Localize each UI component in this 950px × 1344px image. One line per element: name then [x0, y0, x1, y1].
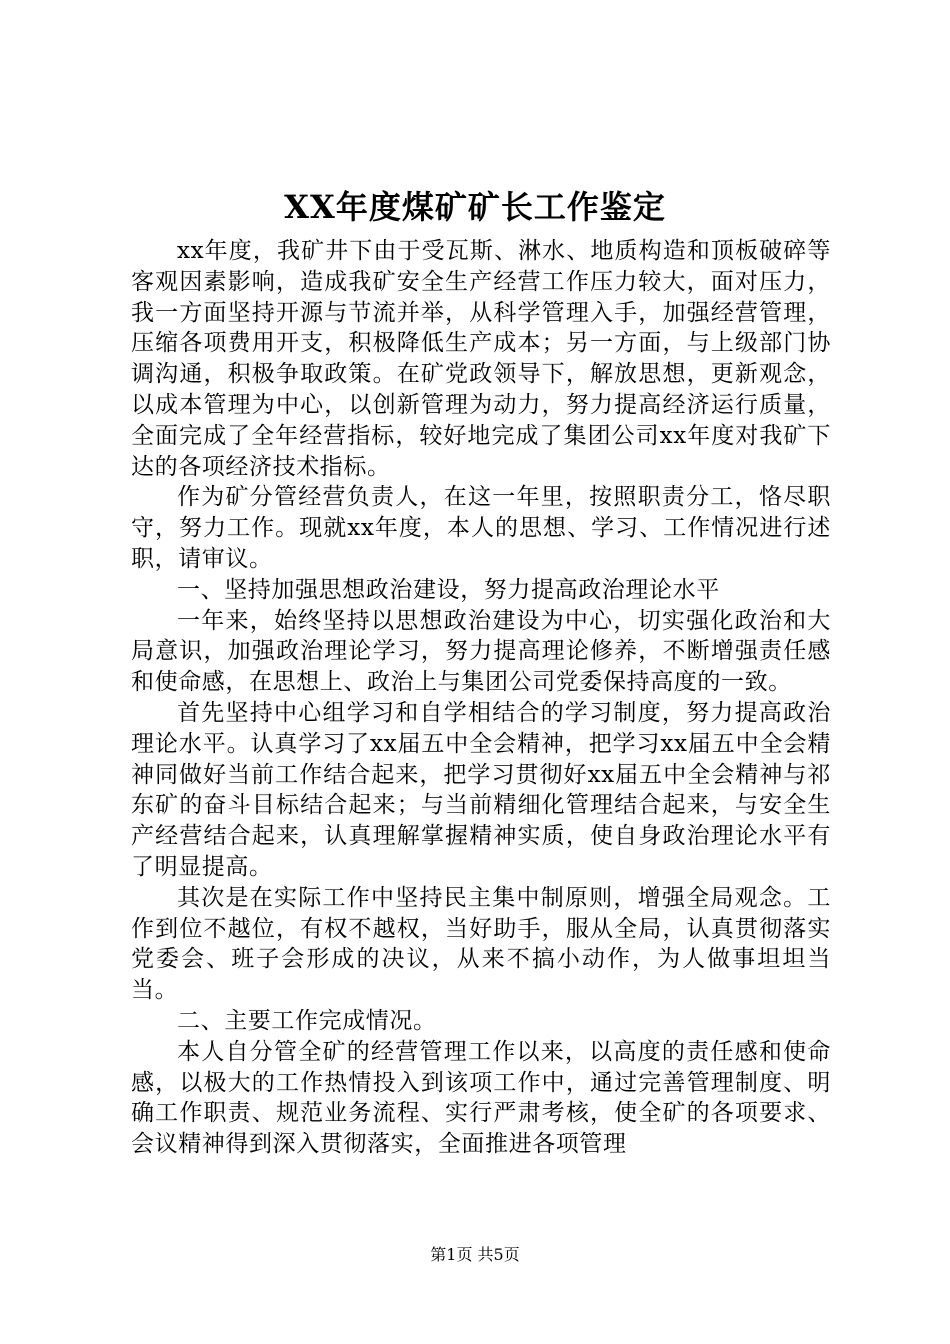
- section-heading-1: 一、坚持加强思想政治建设，努力提高政治理论水平: [177, 576, 720, 603]
- paragraph-intro: xx年度，我矿井下由于受瓦斯、淋水、地质构造和顶板破碎等客观因素影响，造成我矿安全生产经营工作压力较大，面对压力，我一方面坚持开源与节流并举，从科学管理入手，加强经营管理，压缩各项费用开支，积极降低生产成本；另一方面，与上级部门协调沟通，积极争取政策。在矿党政领导下，解放思想，更新观念，以成本管理为中心，以创新管理为动力，努力提高经济运行质量，全面完成了全年经营指标，较好地完成了集团公司xx年度对我矿下达的各项经济技术指标。: [131, 238, 831, 480]
- page-footer: 第1页 共5页: [430, 1245, 520, 1264]
- paragraph-study: 首先坚持中心组学习和自学相结合的学习制度，努力提高政治理论水平。认真学习了xx届五中全会精神，把学习xx届五中全会精神同做好当前工作结合起来，把学习贯彻好xx届五中全会精神与祁东矿的奋斗目标结合起来；与当前精细化管理结合起来，与安全生产经营结合起来，认真理解掌握精神实质，使自身政治理论水平有了明显提高。: [131, 699, 831, 880]
- paragraph-management: 本人自分管全矿的经营管理工作以来，以高度的责任感和使命感，以极大的工作热情投入到该项工作中，通过完善管理制度、明确工作职责、规范业务流程、实行严肃考核，使全矿的各项要求、会议精神得到深入贯彻落实，全面推进各项管理: [131, 1038, 831, 1158]
- section-heading-2: 二、主要工作完成情况。: [177, 1007, 437, 1034]
- paragraph-duty: 作为矿分管经营负责人，在这一年里，按照职责分工，恪尽职守，努力工作。现就xx年度，本人的思想、学习、工作情况进行述职，请审议。: [131, 484, 831, 572]
- document-title: XX年度煤矿矿长工作鉴定: [284, 188, 666, 226]
- document-body: [131, 236, 831, 1160]
- paragraph-political: 一年来，始终坚持以思想政治建设为中心，切实强化政治和大局意识，加强政治理论学习，努力提高理论修养，不断增强责任感和使命感，在思想上、政治上与集团公司党委保持高度的一致。: [131, 607, 831, 696]
- paragraph-principle: 其次是在实际工作中坚持民主集中制原则，增强全局观念。工作到位不越位，有权不越权，当好助手，服从全局，认真贯彻落实党委会、班子会形成的决议，从来不搞小动作，为人做事坦坦当当。: [131, 884, 831, 1004]
